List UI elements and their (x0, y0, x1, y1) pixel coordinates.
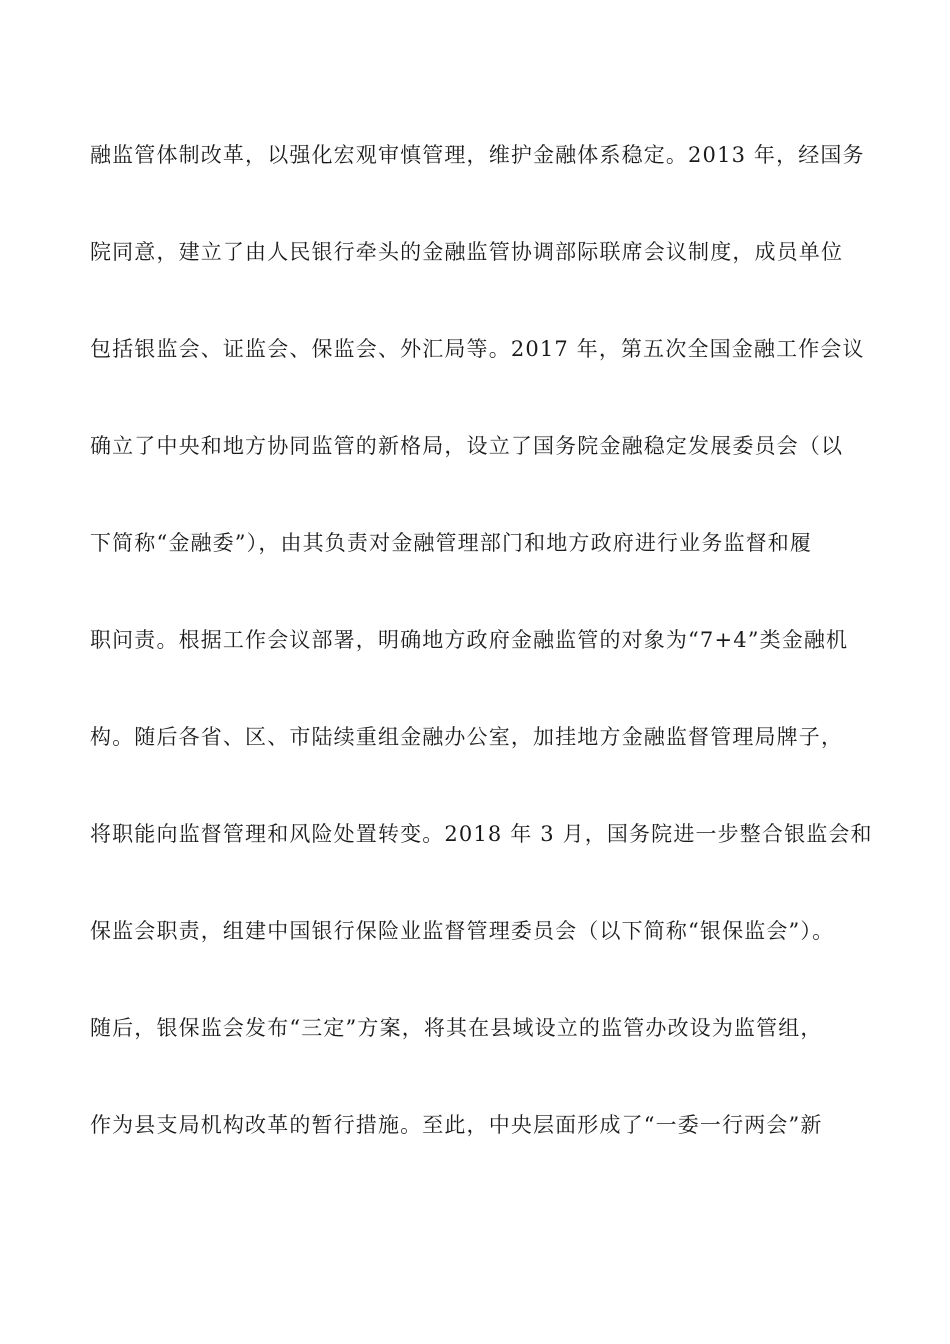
text-line-6: 职问责。根据工作会议部署，明确地方政府金融监管的对象为“7+4”类金融机 (90, 628, 849, 652)
text-line-7: 构。随后各省、区、市陆续重组金融办公室，加挂地方金融监督管理局牌子， (90, 725, 844, 749)
text-line-5: 下简称“金融委”），由其负责对金融管理部门和地方政府进行业务监督和履 (90, 531, 813, 555)
text-line-4: 确立了中央和地方协同监管的新格局，设立了国务院金融稳定发展委员会（以 (90, 434, 844, 458)
text-line-8: 将职能向监督管理和风险处置转变。2018 年 3 月，国务院进一步整合银监会和 (90, 822, 873, 846)
body-text (90, 131, 880, 1198)
text-line-2: 院同意，建立了由人民银行牵头的金融监管协调部际联席会议制度，成员单位 (90, 240, 844, 264)
text-line-1: 融监管体制改革，以强化宏观审慎管理，维护金融体系稳定。2013 年，经国务 (90, 143, 865, 167)
text-line-11: 作为县支局机构改革的暂行措施。至此，中央层面形成了“一委一行两会”新 (90, 1113, 823, 1137)
text-line-9: 保监会职责，组建中国银行保险业监督管理委员会（以下简称“银保监会”）。 (90, 919, 835, 943)
text-line-10: 随后，银保监会发布“三定”方案，将其在县域设立的监管办改设为监管组， (90, 1016, 823, 1040)
text-line-3: 包括银监会、证监会、保监会、外汇局等。2017 年，第五次全国金融工作会议 (90, 337, 865, 361)
